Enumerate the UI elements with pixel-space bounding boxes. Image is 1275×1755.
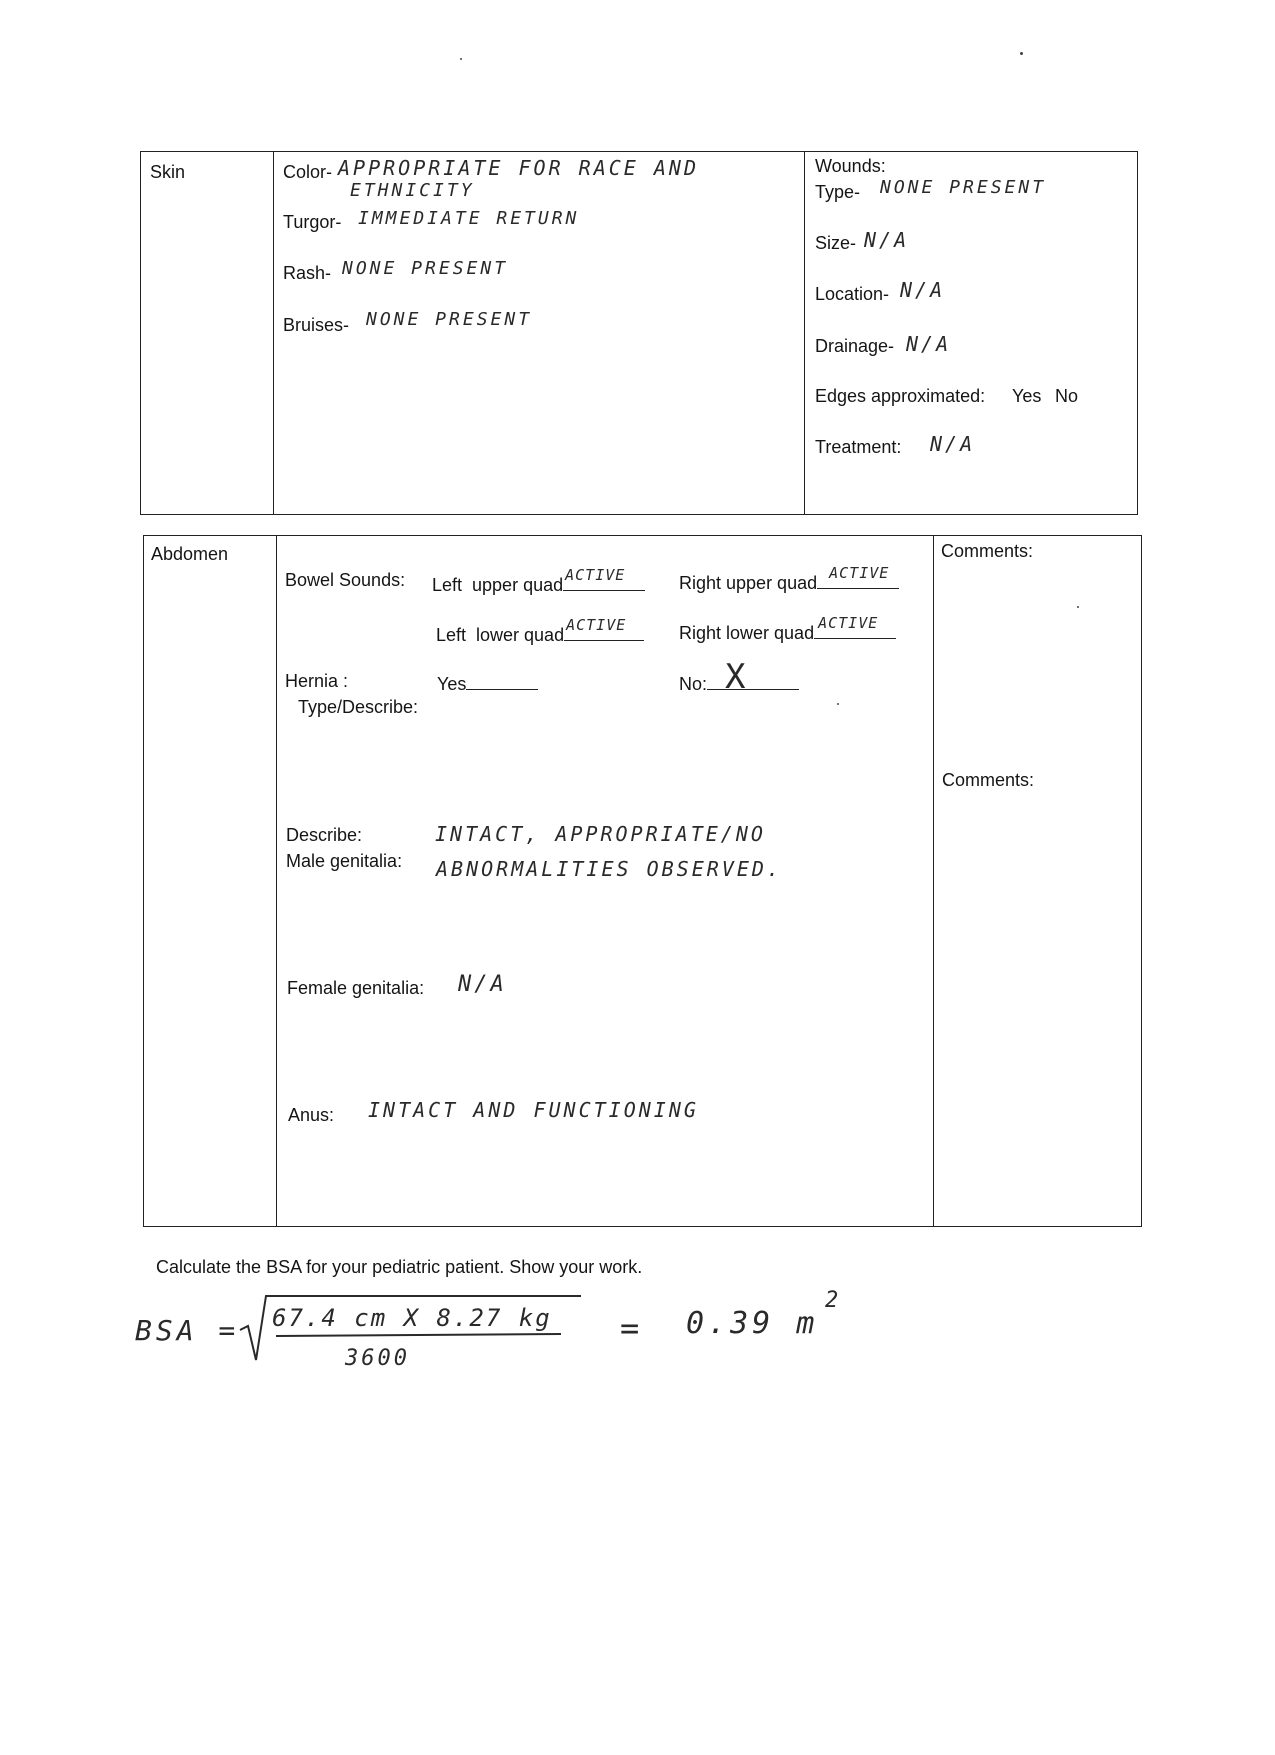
rlq-value: ACTIVE	[818, 614, 879, 632]
edges-yes-option[interactable]: Yes	[1012, 386, 1042, 406]
skin-bruises-label: Bruises-	[283, 315, 350, 335]
scan-speck	[1077, 606, 1079, 608]
hernia-no-field[interactable]	[679, 657, 799, 697]
wound-location-label: Location-	[815, 284, 890, 304]
luq-input-line[interactable]	[563, 566, 645, 591]
hernia-yes-label: Yes	[437, 674, 467, 694]
scan-speck	[1020, 52, 1023, 55]
rlq-label: Right lower quad	[679, 623, 815, 643]
ruq-field[interactable]	[679, 564, 899, 594]
male-genitalia-label: Male genitalia:	[286, 851, 403, 871]
skin-divider-right	[804, 151, 805, 515]
anus-label: Anus:	[288, 1105, 335, 1125]
ruq-input-line[interactable]	[817, 564, 899, 589]
skin-turgor-value[interactable]: IMMEDIATE RETURN	[358, 208, 580, 229]
ruq-value: ACTIVE	[829, 564, 890, 582]
wound-treatment-label: Treatment:	[815, 437, 902, 457]
scan-speck	[837, 703, 839, 705]
skin-color-value-cont[interactable]: ETHNICITY	[350, 180, 475, 201]
bsa-equals: =	[620, 1309, 640, 1347]
abdomen-section-label: Abdomen	[151, 544, 229, 564]
abdomen-divider-right	[933, 535, 934, 1227]
skin-bruises-value[interactable]: NONE PRESENT	[366, 309, 533, 330]
hernia-no-label: No:	[679, 674, 708, 694]
skin-turgor-label: Turgor-	[283, 212, 342, 232]
male-genitalia-value-cont[interactable]: ABNORMALITIES OBSERVED.	[436, 857, 782, 881]
hernia-yes-input-line[interactable]	[466, 671, 538, 690]
bsa-result: 0.39 m	[686, 1306, 819, 1341]
skin-divider-left	[273, 151, 274, 515]
wound-size-value[interactable]: N/A	[864, 228, 910, 252]
hernia-type-label: Type/Describe:	[298, 697, 419, 717]
bsa-prompt: Calculate the BSA for your pediatric patient. Show your work.	[156, 1257, 643, 1277]
wound-drainage-label: Drainage-	[815, 336, 895, 356]
comments-label-top: Comments:	[941, 541, 1034, 561]
female-genitalia-label: Female genitalia:	[287, 978, 425, 998]
abdomen-divider-left	[276, 535, 277, 1227]
skin-color-value[interactable]: APPROPRIATE FOR RACE AND	[338, 156, 699, 180]
wound-type-label: Type-	[815, 182, 861, 202]
wound-treatment-value[interactable]: N/A	[930, 432, 976, 456]
scan-speck	[460, 58, 462, 60]
describe-label: Describe:	[286, 825, 363, 845]
male-genitalia-value[interactable]: INTACT, APPROPRIATE/NO	[435, 822, 766, 846]
bsa-numerator: 67.4 cm X 8.27 kg	[272, 1304, 552, 1332]
llq-input-line[interactable]	[564, 616, 644, 641]
rlq-input-line[interactable]	[814, 614, 896, 639]
anus-value[interactable]: INTACT AND FUNCTIONING	[368, 1098, 699, 1122]
comments-label-bottom: Comments:	[942, 770, 1035, 790]
hernia-yes-field[interactable]	[437, 671, 538, 695]
bowel-sounds-label: Bowel Sounds:	[285, 570, 406, 590]
skin-rash-value[interactable]: NONE PRESENT	[342, 258, 509, 279]
bsa-result-exponent: 2	[825, 1288, 839, 1313]
skin-section-label: Skin	[150, 162, 186, 182]
hernia-no-input-line[interactable]	[707, 657, 799, 697]
edges-approximated-label: Edges approximated:	[815, 386, 986, 406]
hernia-label: Hernia :	[285, 671, 349, 691]
wound-type-value[interactable]: NONE PRESENT	[880, 177, 1047, 198]
edges-no-option[interactable]: No	[1055, 386, 1079, 406]
luq-value: ACTIVE	[565, 566, 626, 584]
wounds-label: Wounds:	[815, 156, 886, 176]
llq-field[interactable]	[436, 616, 644, 646]
wound-size-label: Size-	[815, 233, 857, 253]
bsa-lhs: BSA =	[135, 1314, 240, 1347]
luq-label: Left upper quad	[432, 575, 564, 595]
wound-drainage-value[interactable]: N/A	[906, 332, 952, 356]
ruq-label: Right upper quad	[679, 573, 818, 593]
luq-field[interactable]	[432, 566, 645, 596]
hernia-no-checkmark: X	[725, 657, 746, 697]
skin-rash-label: Rash-	[283, 263, 332, 283]
llq-label: Left lower quad	[436, 625, 565, 645]
wound-location-value[interactable]: N/A	[900, 278, 946, 302]
rlq-field[interactable]	[679, 614, 896, 644]
female-genitalia-value[interactable]: N/A	[458, 972, 507, 997]
skin-color-label: Color-	[283, 162, 333, 182]
bsa-denominator: 3600	[345, 1346, 410, 1371]
llq-value: ACTIVE	[566, 616, 627, 634]
